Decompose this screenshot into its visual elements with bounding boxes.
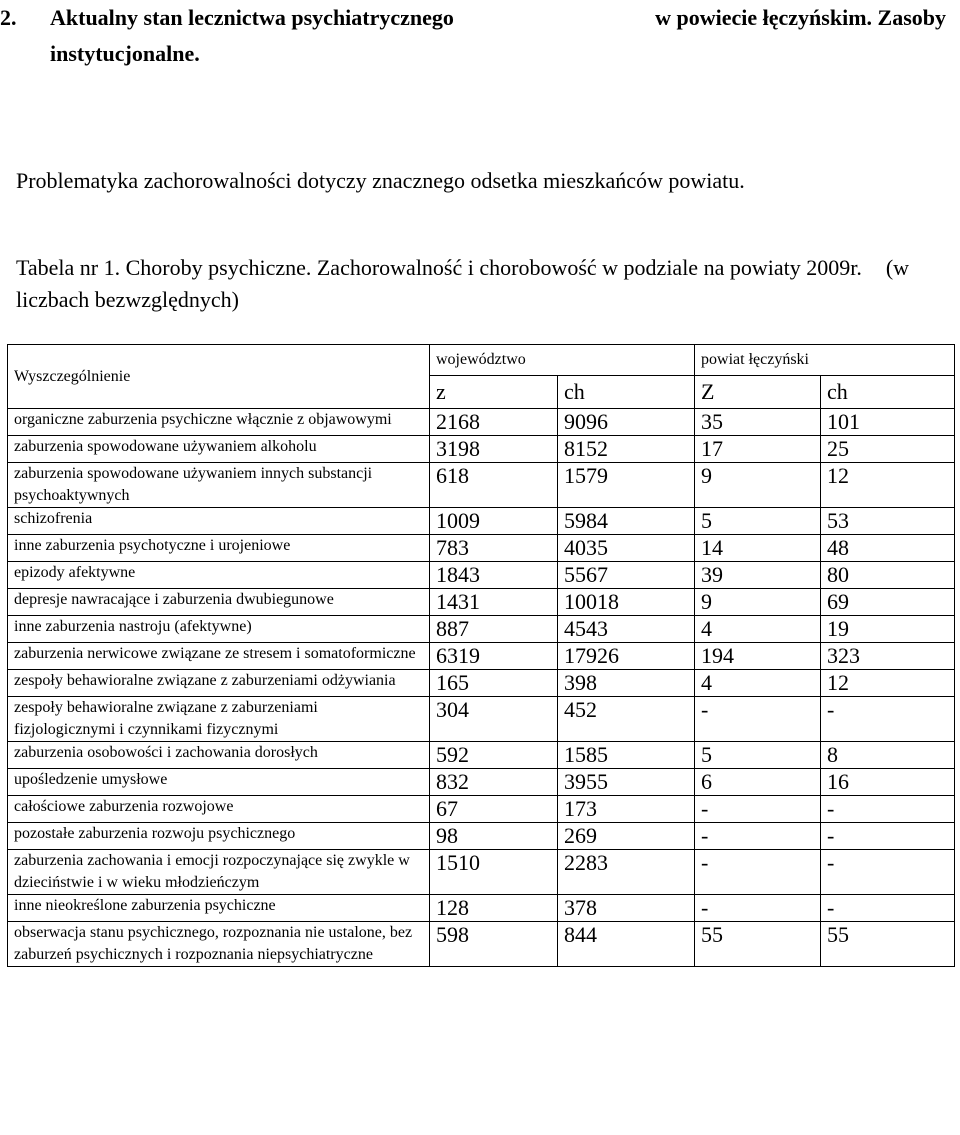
row-value: 618 <box>430 463 558 508</box>
row-value: 269 <box>558 823 695 850</box>
row-value: - <box>695 796 821 823</box>
row-value: 17926 <box>558 643 695 670</box>
table-row <box>8 616 955 643</box>
heading-line1-left: Aktualny stan lecznictwa psychiatrycznego <box>50 5 454 30</box>
table-row <box>8 436 955 463</box>
row-value: 9 <box>695 589 821 616</box>
row-value: 48 <box>821 535 955 562</box>
row-value: 887 <box>430 616 558 643</box>
row-value: 55 <box>695 922 821 967</box>
table-row <box>8 508 955 535</box>
subheader-cell: z <box>430 376 558 409</box>
row-value: 5 <box>695 508 821 535</box>
table-row <box>8 589 955 616</box>
table-row <box>8 697 955 742</box>
row-label: inne zaburzenia nastroju (afektywne) <box>8 616 430 643</box>
table-row <box>8 895 955 922</box>
row-label: upośledzenie umysłowe <box>8 769 430 796</box>
row-value: - <box>821 823 955 850</box>
header-voivodeship: województwo <box>430 345 695 376</box>
row-label: całościowe zaburzenia rozwojowe <box>8 796 430 823</box>
row-label: zaburzenia nerwicowe związane ze stresem i somatoformiczne <box>8 643 430 670</box>
row-value: 39 <box>695 562 821 589</box>
table-caption <box>16 252 946 316</box>
row-value: 378 <box>558 895 695 922</box>
row-value: 783 <box>430 535 558 562</box>
table-row <box>8 409 955 436</box>
row-label: pozostałe zaburzenia rozwoju psychicznego <box>8 823 430 850</box>
row-label: organiczne zaburzenia psychiczne włącznie z objawowymi <box>8 409 430 436</box>
row-label: depresje nawracające i zaburzenia dwubiegunowe <box>8 589 430 616</box>
row-value: 25 <box>821 436 955 463</box>
row-value: 8 <box>821 742 955 769</box>
row-value: 9096 <box>558 409 695 436</box>
row-value: 2283 <box>558 850 695 895</box>
row-value: 9 <box>695 463 821 508</box>
row-value: 4 <box>695 616 821 643</box>
row-label: zespoły behawioralne związane z zaburzeniami fizjologicznymi i czynnikami fizycznymi <box>8 697 430 742</box>
row-label: zespoły behawioralne związane z zaburzeniami odżywiania <box>8 670 430 697</box>
table-body <box>8 345 955 967</box>
caption-note: (w liczbach bezwzględnych) <box>16 255 910 312</box>
table-row <box>8 643 955 670</box>
row-value: 55 <box>821 922 955 967</box>
row-value: 35 <box>695 409 821 436</box>
subheader-cell: ch <box>558 376 695 409</box>
row-value: 173 <box>558 796 695 823</box>
heading-line2: instytucjonalne. <box>50 41 200 66</box>
row-label: zaburzenia spowodowane używaniem alkoholu <box>8 436 430 463</box>
row-value: 17 <box>695 436 821 463</box>
morbidity-table <box>7 344 955 967</box>
row-value: 592 <box>430 742 558 769</box>
row-value: 53 <box>821 508 955 535</box>
table-row <box>8 922 955 967</box>
row-value: 194 <box>695 643 821 670</box>
row-value: - <box>695 850 821 895</box>
row-value: 3955 <box>558 769 695 796</box>
subheader-cell: ch <box>821 376 955 409</box>
table-row <box>8 463 955 508</box>
row-value: - <box>695 823 821 850</box>
table-row <box>8 850 955 895</box>
table-row <box>8 823 955 850</box>
table-row <box>8 796 955 823</box>
row-label: zaburzenia spowodowane używaniem innych substancji psychoaktywnych <box>8 463 430 508</box>
row-label: zaburzenia osobowości i zachowania dorosłych <box>8 742 430 769</box>
row-value: 844 <box>558 922 695 967</box>
row-value: - <box>821 697 955 742</box>
table-row <box>8 670 955 697</box>
row-value: 16 <box>821 769 955 796</box>
heading-line1-right: w powiecie łęczyńskim. Zasoby <box>655 5 946 30</box>
table-row <box>8 535 955 562</box>
caption-main: Tabela nr 1. Choroby psychiczne. Zachorowalność i chorobowość w podziale na powiaty 2009r. <box>16 255 862 280</box>
row-value: 12 <box>821 463 955 508</box>
row-label: inne zaburzenia psychotyczne i urojeniowe <box>8 535 430 562</box>
row-value: 6319 <box>430 643 558 670</box>
row-value: 1431 <box>430 589 558 616</box>
row-value: - <box>695 895 821 922</box>
row-value: 165 <box>430 670 558 697</box>
row-value: - <box>821 796 955 823</box>
row-value: 5 <box>695 742 821 769</box>
row-value: 1585 <box>558 742 695 769</box>
row-value: 19 <box>821 616 955 643</box>
row-value: 1843 <box>430 562 558 589</box>
row-value: 832 <box>430 769 558 796</box>
row-value: 2168 <box>430 409 558 436</box>
row-value: 4 <box>695 670 821 697</box>
row-value: - <box>695 697 821 742</box>
row-value: - <box>821 850 955 895</box>
row-value: 304 <box>430 697 558 742</box>
header-county: powiat łęczyński <box>695 345 955 376</box>
row-value: 5984 <box>558 508 695 535</box>
row-value: 1510 <box>430 850 558 895</box>
row-value: - <box>821 895 955 922</box>
table-row <box>8 742 955 769</box>
row-label: epizody afektywne <box>8 562 430 589</box>
row-value: 12 <box>821 670 955 697</box>
header-label: Wyszczególnienie <box>8 345 430 409</box>
row-value: 8152 <box>558 436 695 463</box>
row-value: 1579 <box>558 463 695 508</box>
row-value: 6 <box>695 769 821 796</box>
row-value: 1009 <box>430 508 558 535</box>
row-value: 398 <box>558 670 695 697</box>
row-value: 452 <box>558 697 695 742</box>
row-value: 101 <box>821 409 955 436</box>
row-label: zaburzenia zachowania i emocji rozpoczynające się zwykle w dzieciństwie i w wieku młodzieńczym <box>8 850 430 895</box>
row-value: 10018 <box>558 589 695 616</box>
row-value: 14 <box>695 535 821 562</box>
row-value: 67 <box>430 796 558 823</box>
row-value: 128 <box>430 895 558 922</box>
row-value: 4543 <box>558 616 695 643</box>
row-value: 323 <box>821 643 955 670</box>
intro-paragraph: Problematyka zachorowalności dotyczy znacznego odsetka mieszkańców powiatu. <box>16 168 745 193</box>
row-label: schizofrenia <box>8 508 430 535</box>
row-value: 4035 <box>558 535 695 562</box>
table-header-row <box>8 345 955 376</box>
row-value: 598 <box>430 922 558 967</box>
row-value: 98 <box>430 823 558 850</box>
section-number: 2. <box>0 5 17 30</box>
row-value: 5567 <box>558 562 695 589</box>
row-value: 80 <box>821 562 955 589</box>
subheader-cell: Z <box>695 376 821 409</box>
row-label: inne nieokreślone zaburzenia psychiczne <box>8 895 430 922</box>
table-row <box>8 562 955 589</box>
section-heading <box>0 0 950 72</box>
table-row <box>8 769 955 796</box>
row-label: obserwacja stanu psychicznego, rozpoznania nie ustalone, bez zaburzeń psychicznych i rozpoznania niepsychiatryczne <box>8 922 430 967</box>
row-value: 3198 <box>430 436 558 463</box>
row-value: 69 <box>821 589 955 616</box>
